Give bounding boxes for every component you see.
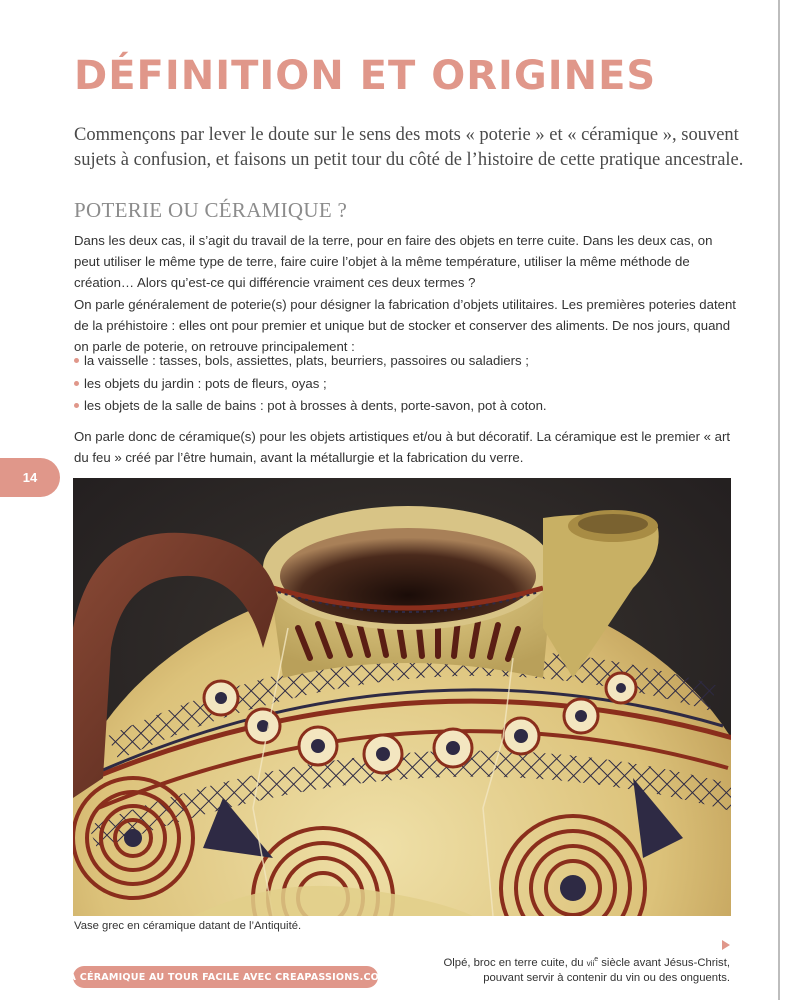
list-item [74,395,738,418]
vase-photo [73,478,731,916]
side-caption [330,952,730,986]
paragraph-3: On parle donc de céramique(s) pour les objets artistiques et/ou à but décoratif. La céramique est le premier « art du feu » créé par l’être humain, avant la métallurgie et la fabrication du verre. [74,429,731,465]
page-number-tab [0,458,60,497]
paragraph-2: On parle généralement de poterie(s) pour désigner la fabrication d’objets utilitaires. Les premières poteries datent de la préhistoire : elles ont pour premier et unique but de stocker et conserver des aliments. De nos jours, quand on parle de poterie, on retrouve principalement : [74,297,736,354]
intro-paragraph: Commençons par lever le doute sur le sens des mots « poterie » et « céramique », souvent sujets à confusion, et faisons un petit tour du côté de l’histoire de cette pratique ancestrale. [74,125,744,170]
greek-vase-illustration [73,478,731,916]
footer-label: LA CÉRAMIQUE AU TOUR FACILE AVEC CREAPASSIONS.COM [62,971,389,983]
side-caption-text-b: siècle avant Jésus-Christ, [598,956,730,969]
list-item-text: la vaisselle : tasses, bols, assiettes, plats, beurriers, passoires ou saladiers ; [84,353,529,368]
footer-book-title [62,966,389,988]
century-numeral: vii [586,958,595,968]
pottery-list [74,350,738,418]
side-caption-text-a: Olpé, broc en terre cuite, du [443,956,587,969]
list-item [74,373,738,396]
page-edge-divider [778,0,780,1000]
section-heading: POTERIE OU CÉRAMIQUE ? [74,198,348,222]
paragraph-1: Dans les deux cas, il s’agit du travail de la terre, pour en faire des objets en terre cuite. Dans les deux cas, on peut utiliser le même type de terre, faire cuire l’objet à la même température, utiliser la même méthode de création… Alors qu’est-ce qui différencie vraiment ces deux termes ? [74,233,713,290]
list-item-text: les objets de la salle de bains : pot à brosses à dents, porte-savon, pot à coton. [84,398,547,413]
bullet-dot-icon [74,381,79,386]
photo-caption: Vase grec en céramique datant de l’Antiquité. [74,920,302,932]
side-caption-text-c: pouvant servir à contenir du vin ou des onguents. [483,971,730,984]
page-number: 14 [22,470,38,485]
list-item [74,350,738,373]
caption-arrow-icon [722,940,730,950]
page-title: DÉFINITION ET ORIGINES [74,53,657,99]
list-item-text: les objets du jardin : pots de fleurs, oyas ; [84,375,327,391]
century-sup: e [594,956,599,963]
bullet-dot-icon [74,358,79,363]
bullet-dot-icon [74,403,79,408]
